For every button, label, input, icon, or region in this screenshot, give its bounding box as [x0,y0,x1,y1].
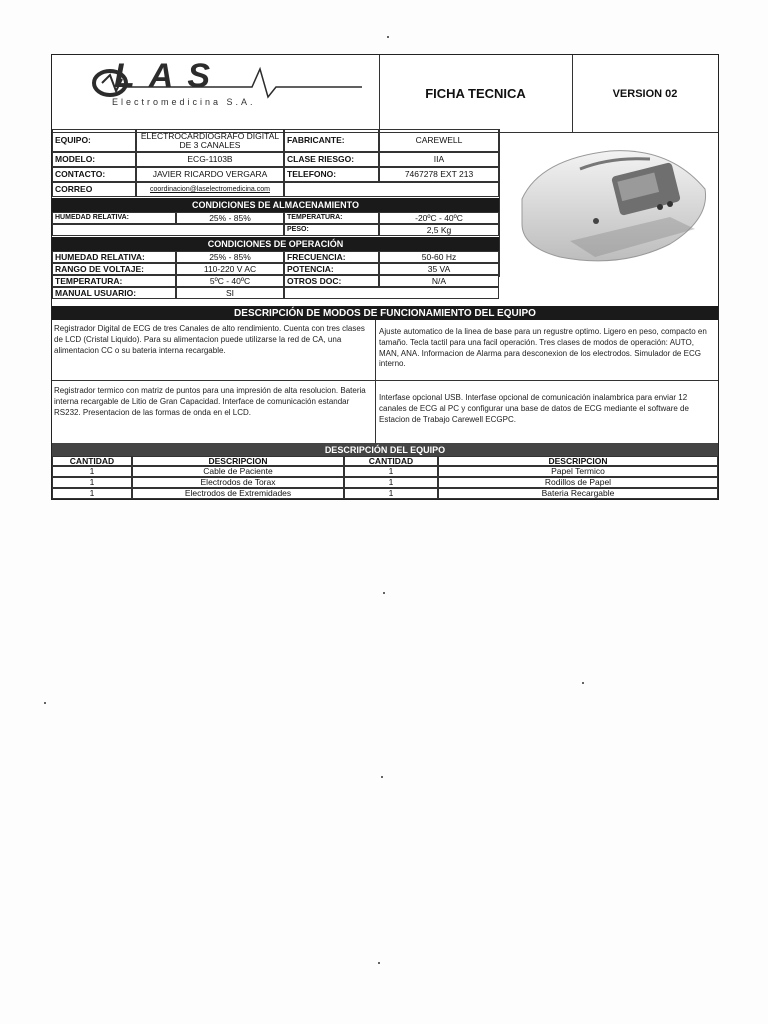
op-frecuencia-label: FRECUENCIA: [284,251,379,263]
col-cantidad-left: CANTIDAD [52,456,132,466]
op-otros-label: OTROS DOC: [284,275,379,287]
table-cell: 1 [344,488,438,499]
table-cell: 1 [52,477,132,488]
alm-temperatura-label: TEMPERATURA: [284,212,379,224]
fabricante-label: FABRICANTE: [284,129,379,152]
op-potencia-value: 35 VA [379,263,499,275]
modelo-label: MODELO: [52,152,136,167]
equipo-heading: DESCRIPCIÓN DEL EQUIPO [52,443,718,456]
op-potencia-label: POTENCIA: [284,263,379,275]
modos-paragraph-2: Ajuste automatico de la linea de base para un regustre optimo. Ligero en peso, compacto en tamaño. Tecla tactil para una facil operación. Tres clases de modos de operación: AUTO, MAN, ANA. Informacion de Alarma para desconexion de los electrodos. Simulador de ECG interno. [379,327,707,369]
op-temperatura-value: 5ºC - 40ºC [176,275,284,287]
modos-paragraph-3: Registrador termico con matriz de puntos para una impresión de alta resolucion. Bateria interna recargable de Litio de Gran Capacidad. Interface de comunicación estandar RS232. Presentacion de las formas de onda en el LCD. [54,386,366,417]
modos-paragraph-1: Registrador Digital de ECG de tres Canales de alto rendimiento. Cuenta con tres clases de LCD (Cristal Liquido). Para su alimentacion puede utilizarse la red de CA, una alimentacion CC o su bateria interna recargable. [54,324,365,355]
op-temperatura-label: TEMPERATURA: [52,275,176,287]
fabricante-value: CAREWELL [379,129,499,152]
alm-temperatura-value: -20ºC - 40ºC [379,212,499,224]
clase-riesgo-label: CLASE RIESGO: [284,152,379,167]
table-cell: Electrodos de Extremidades [132,488,344,499]
col-descripcion-left: DESCRIPCION [132,456,344,466]
table-cell: 1 [52,466,132,477]
correo-label: CORREO [52,182,136,197]
table-cell: 1 [52,488,132,499]
logo-cell [52,55,380,132]
table-cell: Cable de Paciente [132,466,344,477]
empty-cell [52,224,284,236]
op-otros-value: N/A [379,275,499,287]
ecg-device-image [500,129,719,277]
modos-heading: DESCRIPCIÓN DE MODOS DE FUNCIONAMIENTO DEL EQUIPO [52,306,718,320]
scan-speck [387,36,389,38]
divider [52,380,718,381]
scan-speck [582,682,584,684]
logo-subtitle: Electromedicina S.A. [112,97,256,107]
telefono-value: 7467278 EXT 213 [379,167,499,182]
scan-speck [378,962,380,964]
telefono-label: TELEFONO: [284,167,379,182]
alm-peso-label: PESO: [284,224,379,236]
document-title: FICHA TECNICA [379,55,573,132]
equipo-label: EQUIPO: [52,129,136,152]
clase-riesgo-value: IIA [379,152,499,167]
op-humedad-label: HUMEDAD RELATIVA: [52,251,176,263]
scan-speck [44,702,46,704]
modelo-value: ECG-1103B [136,152,284,167]
op-frecuencia-value: 50-60 Hz [379,251,499,263]
divider [375,320,376,444]
modos-paragraph-4: Interfase opcional USB. Interfase opcional de comunicación inalambrica para enviar 12 canales de ECG al PC y configurar una base de datos de ECG mediante el software de Estacion de Trabajo Carewell ECGPC. [379,393,689,424]
technical-sheet [51,54,719,500]
op-manual-value: SI [176,287,284,299]
alm-humedad-value: 25% - 85% [176,212,284,224]
table-cell: Rodillos de Papel [438,477,718,488]
alm-peso-value: 2,5 Kg [379,224,499,236]
table-cell: Papel Termico [438,466,718,477]
col-descripcion-right: DESCRIPCION [438,456,718,466]
table-cell: Electrodos de Torax [132,477,344,488]
contacto-value: JAVIER RICARDO VERGARA [136,167,284,182]
alm-humedad-label: HUMEDAD RELATIVA: [52,212,176,224]
almacenamiento-heading: CONDICIONES DE ALMACENAMIENTO [52,198,499,212]
device-photo [499,129,719,277]
empty-cell [284,287,499,299]
op-voltaje-label: RANGO DE VOLTAJE: [52,263,176,275]
logo-text: LAS [114,57,224,95]
empty-cell [284,182,499,197]
contacto-label: CONTACTO: [52,167,136,182]
table-cell: 1 [344,477,438,488]
equipo-value: ELECTROCARDIOGRAFO DIGITAL DE 3 CANALES [136,129,284,152]
op-humedad-value: 25% - 85% [176,251,284,263]
col-cantidad-right: CANTIDAD [344,456,438,466]
scan-speck [383,592,385,594]
correo-value[interactable]: coordinacion@laselectromedicina.com [136,182,284,197]
op-voltaje-value: 110-220 V AC [176,263,284,275]
op-manual-label: MANUAL USUARIO: [52,287,176,299]
table-cell: 1 [344,466,438,477]
operacion-heading: CONDICIONES DE OPERACIÓN [52,237,499,251]
version-label: VERSION 02 [612,87,678,100]
scan-speck [381,776,383,778]
table-cell: Bateria Recargable [438,488,718,499]
sheet-header [52,55,718,133]
